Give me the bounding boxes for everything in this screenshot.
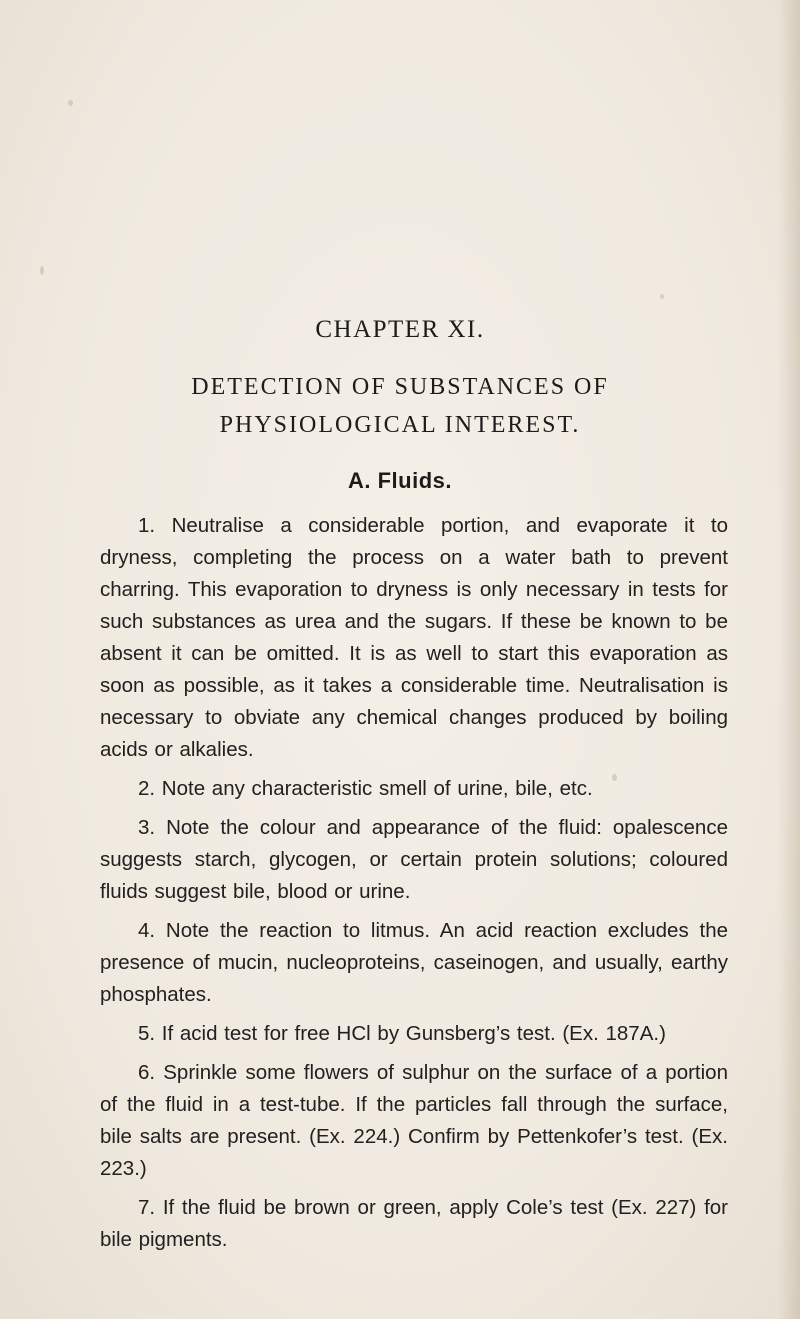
section-heading: A. Fluids.	[348, 468, 452, 493]
page-edge-shadow	[778, 0, 800, 1319]
paper-speck	[40, 266, 44, 275]
chapter-title-line-1: DETECTION OF SUBSTANCES OF	[191, 374, 609, 400]
paragraph-7: 7. If the fluid be brown or green, apply Cole’s test (Ex. 227) for bile pigments.	[100, 1196, 728, 1251]
chapter-heading: CHAPTER XI.	[315, 316, 485, 343]
paragraph-6: 6. Sprinkle some flowers of sulphur on the surface of a portion of the fluid in a test-tube. If the particles fall through the surface, bile salts are present. (Ex. 224.) Confirm by Pettenkofer’s test. (Ex. 223.)	[100, 1061, 728, 1180]
paper-speck	[68, 100, 73, 106]
paragraph-4: 4. Note the reaction to litmus. An acid reaction excludes the presence of mucin, nucleoproteins, caseinogen, and usually, earthy phosphates.	[100, 919, 728, 1006]
paragraph-5: 5. If acid test for free HCl by Gunsberg’s test. (Ex. 187A.)	[138, 1022, 666, 1045]
paper-speck	[660, 294, 664, 299]
chapter-title-line-2: PHYSIOLOGICAL INTEREST.	[219, 412, 581, 438]
paragraph-1: 1. Neutralise a considerable portion, and evaporate it to dryness, completing the process on a water bath to prevent charring. This evaporation to dryness is only necessary in tests for such substances as urea and the sugars. If these be known to be absent it can be omitted. It is as well to start this evaporation as soon as possible, as it takes a considerable time. Neutralisation is necessary to obviate any chemical changes produced by boiling acids or alkalies.	[100, 514, 728, 761]
paragraph-3: 3. Note the colour and appearance of the fluid: opalescence suggests starch, glycogen, or certain protein solutions; coloured fluids suggest bile, blood or urine.	[100, 816, 728, 903]
body-text	[100, 510, 728, 1263]
paragraph-2: 2. Note any characteristic smell of urine, bile, etc.	[138, 777, 593, 800]
